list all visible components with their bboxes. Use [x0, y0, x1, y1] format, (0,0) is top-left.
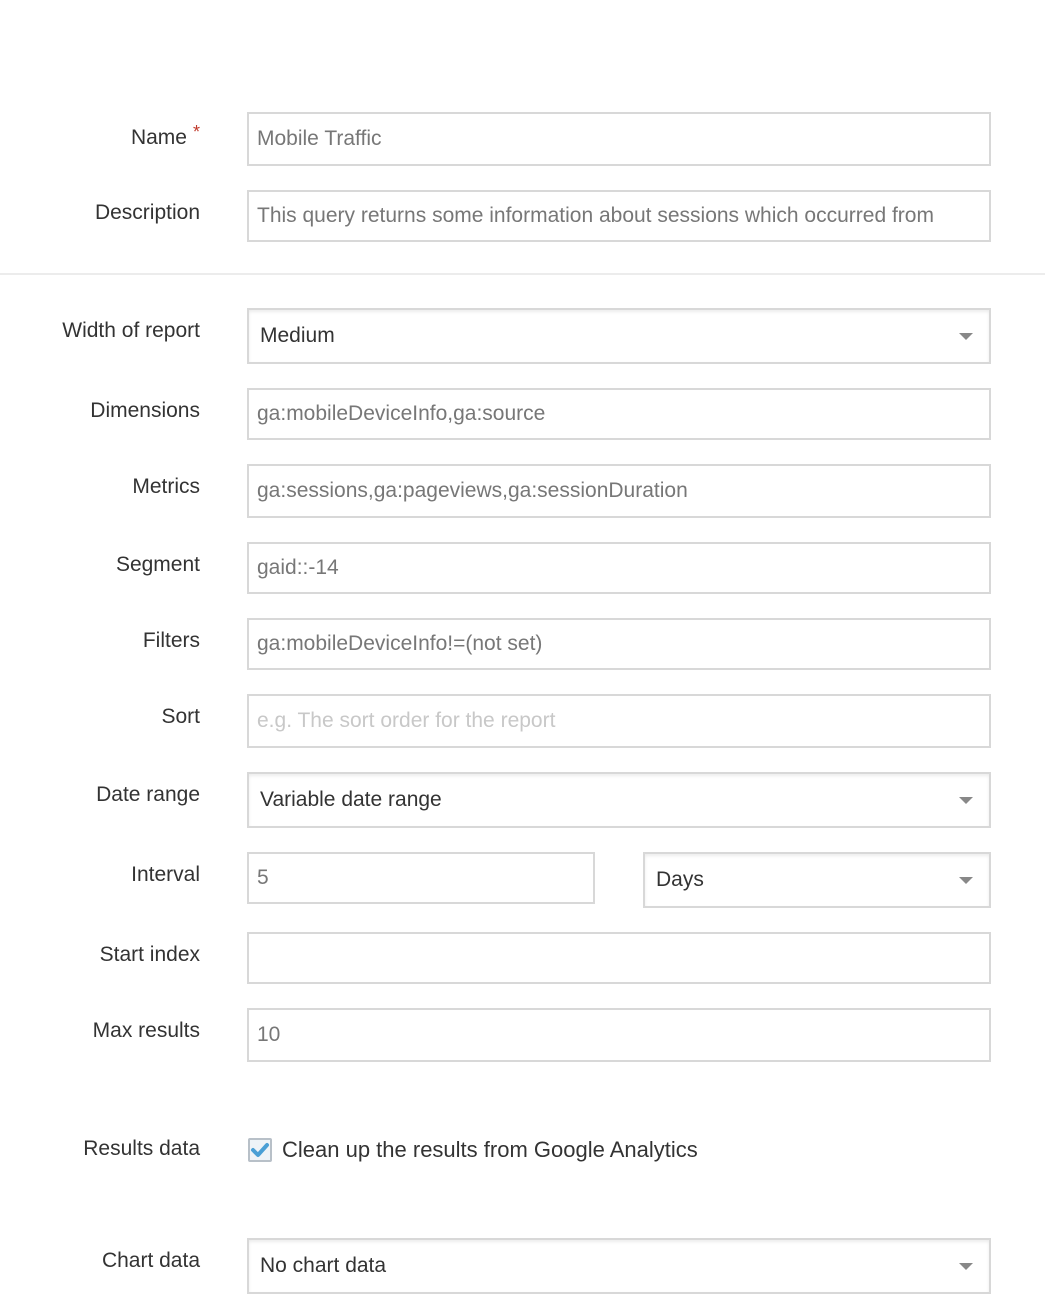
results-data-label: Results data — [83, 1137, 200, 1160]
description-value: This query returns some information about sessions which occurred from — [257, 204, 934, 227]
dimensions-input[interactable] — [247, 388, 991, 440]
chart-data-value: No chart data — [260, 1254, 387, 1277]
filters-value: ga:mobileDeviceInfo!=(not set) — [257, 632, 543, 655]
segment-value: gaid::-14 — [257, 556, 339, 579]
chevron-down-icon — [959, 1263, 973, 1270]
width-value: Medium — [260, 324, 335, 347]
filters-input[interactable] — [247, 618, 991, 670]
sort-label: Sort — [161, 705, 200, 728]
dimensions-label: Dimensions — [90, 399, 200, 422]
description-input[interactable] — [247, 190, 991, 242]
date-range-value: Variable date range — [260, 788, 442, 811]
chevron-down-icon — [959, 877, 973, 884]
cleanup-checkbox[interactable] — [248, 1138, 272, 1162]
section-divider — [0, 273, 1045, 275]
dimensions-value: ga:mobileDeviceInfo,ga:source — [257, 402, 546, 425]
metrics-value: ga:sessions,ga:pageviews,ga:sessionDuration — [257, 479, 688, 502]
width-select[interactable] — [247, 308, 991, 364]
cleanup-checkbox-label[interactable]: Clean up the results from Google Analytics — [282, 1137, 698, 1162]
checkmark-icon — [250, 1140, 270, 1160]
chevron-down-icon — [959, 797, 973, 804]
date-range-select[interactable] — [247, 772, 991, 828]
filters-label: Filters — [142, 629, 200, 652]
segment-label: Segment — [115, 553, 200, 576]
name-input[interactable] — [247, 112, 991, 166]
sort-placeholder: e.g. The sort order for the report — [257, 709, 556, 732]
segment-input[interactable] — [247, 542, 991, 594]
chart-data-label: Chart data — [101, 1249, 200, 1272]
max-results-input[interactable] — [247, 1008, 991, 1062]
name-label: Name * — [130, 122, 200, 149]
start-index-label: Start index — [99, 943, 200, 966]
interval-unit-value: Days — [656, 868, 704, 891]
interval-unit-select[interactable] — [643, 852, 991, 908]
max-results-label: Max results — [92, 1019, 200, 1042]
name-value: Mobile Traffic — [257, 127, 382, 150]
description-label: Description — [94, 201, 200, 224]
metrics-label: Metrics — [132, 475, 200, 498]
required-mark: * — [192, 122, 200, 142]
width-label: Width of report — [62, 319, 200, 342]
chart-data-select[interactable] — [247, 1238, 991, 1294]
chevron-down-icon — [959, 333, 973, 340]
start-index-input[interactable] — [247, 932, 991, 984]
metrics-input[interactable] — [247, 464, 991, 518]
interval-label: Interval — [131, 863, 200, 886]
date-range-label: Date range — [96, 783, 200, 806]
sort-input[interactable] — [247, 694, 991, 748]
interval-input[interactable] — [247, 852, 595, 904]
interval-value: 5 — [257, 866, 269, 889]
max-results-value: 10 — [257, 1023, 281, 1046]
